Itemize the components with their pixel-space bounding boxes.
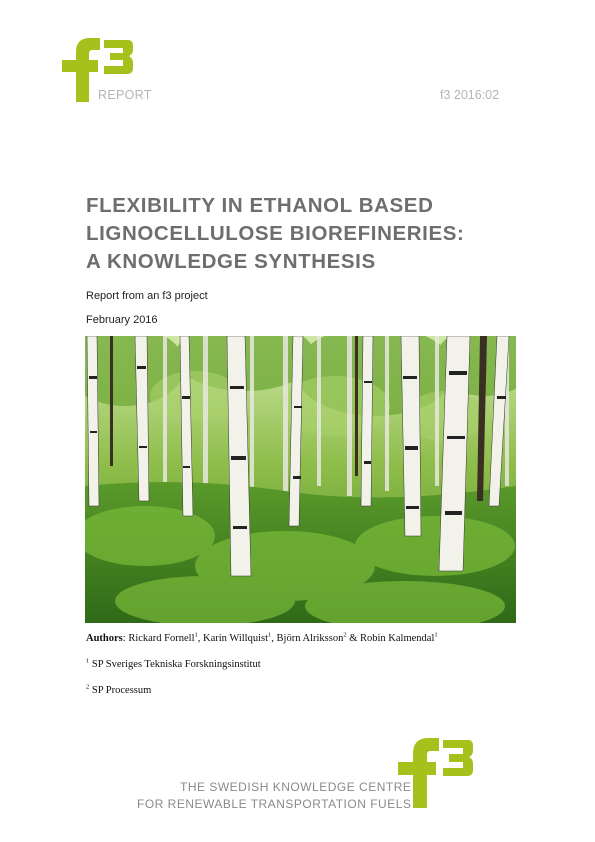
- footer-organization-name: [137, 779, 411, 813]
- title-line: LIGNOCELLULOSE BIOREFINERIES:: [86, 222, 465, 245]
- affiliation-text: SP Processum: [91, 685, 152, 696]
- report-date: February 2016: [86, 314, 158, 326]
- footer-line: FOR RENEWABLE TRANSPORTATION FUELS: [137, 797, 412, 811]
- cover-photo: [85, 336, 516, 623]
- affiliation-number: 2: [86, 683, 90, 691]
- affiliation-number: 1: [86, 657, 90, 665]
- title-line: FLEXIBILITY IN ETHANOL BASED: [86, 194, 434, 217]
- author-name: Robin Kalmendal: [360, 633, 435, 644]
- author-affiliation-mark: 1: [268, 631, 272, 639]
- affiliation: [86, 659, 261, 670]
- affiliation: [86, 685, 151, 696]
- report-label: REPORT: [98, 88, 152, 102]
- title-line: A KNOWLEDGE SYNTHESIS: [86, 250, 376, 273]
- author-name: Karin Willquist: [203, 633, 269, 644]
- author-affiliation-mark: 1: [434, 631, 438, 639]
- affiliation-text: SP Sveriges Tekniska Forskningsinstitut: [91, 659, 261, 670]
- author-separator: ,: [197, 633, 204, 644]
- report-title: [86, 192, 526, 276]
- author-separator: &: [346, 633, 361, 644]
- f3-logo-footer: [396, 734, 474, 808]
- author-name: Björn Alriksson: [276, 633, 344, 644]
- report-number: f3 2016:02: [440, 88, 500, 102]
- f3-logo-icon: [396, 734, 474, 808]
- author-name: Rickard Fornell: [128, 633, 195, 644]
- authors-line: [86, 633, 438, 644]
- author-separator: ,: [271, 633, 277, 644]
- author-affiliation-mark: 2: [343, 631, 347, 639]
- author-affiliation-mark: 1: [194, 631, 198, 639]
- footer-line: THE SWEDISH KNOWLEDGE CENTRE: [180, 780, 412, 794]
- authors-separator: :: [122, 633, 129, 644]
- birch-forest-icon: [85, 336, 516, 623]
- report-subtitle: Report from an f3 project: [86, 290, 208, 302]
- authors-label: Authors: [86, 633, 123, 644]
